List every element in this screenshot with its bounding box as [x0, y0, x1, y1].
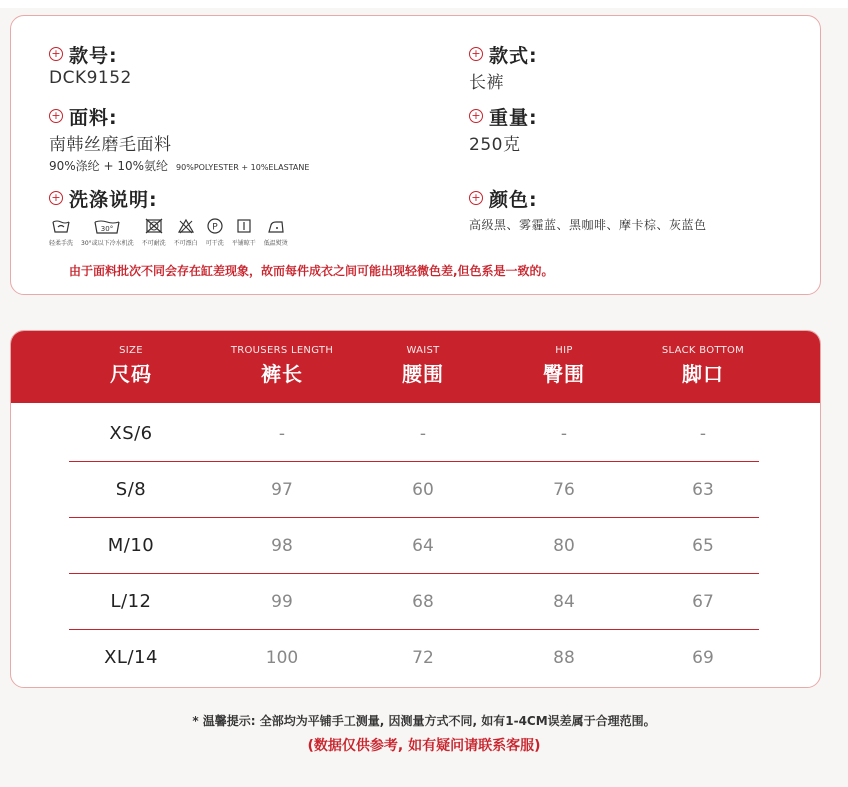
plus-circle-icon: +: [469, 47, 483, 61]
size-table: [10, 330, 821, 688]
table-row: XS/6 - - - -: [69, 406, 759, 462]
dry-clean-p-icon: [206, 216, 224, 236]
dry-clean-letter: P: [211, 222, 218, 233]
color-difference-notice: 由于面料批次不同会存在缸差现象，故而每件成衣之间可能出现轻微色差,但色系是一致的。: [69, 264, 554, 278]
plus-circle-icon: +: [49, 109, 63, 123]
weight-field: [469, 104, 538, 155]
type-label: 款式:: [489, 44, 538, 67]
table-row: S/8 97 60 76 63: [69, 462, 759, 518]
fabric-value: 南韩丝磨毛面料: [49, 135, 172, 155]
table-row: M/10 98 64 80 65: [69, 518, 759, 574]
colors-field: [469, 186, 707, 233]
care-symbols: [49, 216, 296, 247]
no-tumble-dry-icon: [145, 216, 163, 236]
machine-wash-temp: 30°: [101, 225, 114, 233]
type-value: 长裤: [469, 73, 504, 93]
fabric-label: 面料:: [69, 106, 118, 129]
column-waist: WAIST 腰围: [402, 345, 444, 386]
column-trousers-length: TROUSERS LENGTH 裤长: [230, 345, 334, 386]
care-item-dry-clean: P 可干洗: [206, 216, 224, 247]
colors-value: 高级黑、雾霾蓝、黑咖啡、摩卡棕、灰蓝色: [469, 218, 707, 232]
style-no-value: DCK9152: [49, 68, 132, 88]
composition-en: 90%POLYESTER + 10%ELASTANE: [176, 163, 310, 172]
column-hip: HIP 臀围: [543, 345, 585, 386]
care-item-machine-wash: 30° 30°或以下冷水机洗: [81, 216, 134, 247]
fabric-composition: [49, 157, 309, 174]
care-item-hand-wash: 轻柔手洗: [49, 216, 73, 247]
no-bleach-icon: [177, 216, 195, 236]
table-row: L/12 99 68 84 67: [69, 574, 759, 630]
care-item-low-iron: 低温熨烫: [264, 216, 288, 247]
care-item-no-tumble: 不可耐洗: [142, 216, 166, 247]
hand-wash-icon: [52, 216, 70, 236]
top-strip: [0, 0, 848, 8]
flat-dry-icon: [235, 216, 253, 236]
style-no-field: [49, 42, 132, 88]
column-size: SIZE 尺码: [110, 345, 152, 386]
weight-value: 250克: [469, 135, 521, 155]
care-item-no-bleach: 不可漂白: [174, 216, 198, 247]
plus-circle-icon: +: [469, 191, 483, 205]
size-table-header: [11, 331, 821, 403]
measurement-tip: * 温馨提示: 全部均为平铺手工测量, 因测量方式不同, 如有1-4CM误差属于合理范围。: [192, 714, 656, 728]
type-field: [469, 42, 538, 93]
plus-circle-icon: +: [49, 47, 63, 61]
wash-field: [49, 186, 296, 247]
wash-label: 洗涤说明:: [69, 188, 158, 211]
weight-label: 重量:: [489, 106, 538, 129]
column-slack-bottom: SLACK BOTTOM 脚口: [661, 345, 745, 386]
machine-wash-30-icon: [94, 216, 120, 236]
care-item-flat-dry: 平铺晾干: [232, 216, 256, 247]
reference-note: (数据仅供参考, 如有疑问请联系客服): [307, 738, 541, 754]
fabric-field: [49, 104, 309, 174]
plus-circle-icon: +: [49, 191, 63, 205]
style-no-label: 款号:: [69, 44, 118, 67]
table-row: XL/14 100 72 88 69: [104, 647, 714, 668]
composition-cn: 90%涤纶 + 10%氨纶: [49, 159, 169, 173]
colors-label: 颜色:: [489, 188, 538, 211]
product-info-card: [10, 15, 821, 295]
plus-circle-icon: +: [469, 109, 483, 123]
low-iron-icon: [267, 216, 285, 236]
